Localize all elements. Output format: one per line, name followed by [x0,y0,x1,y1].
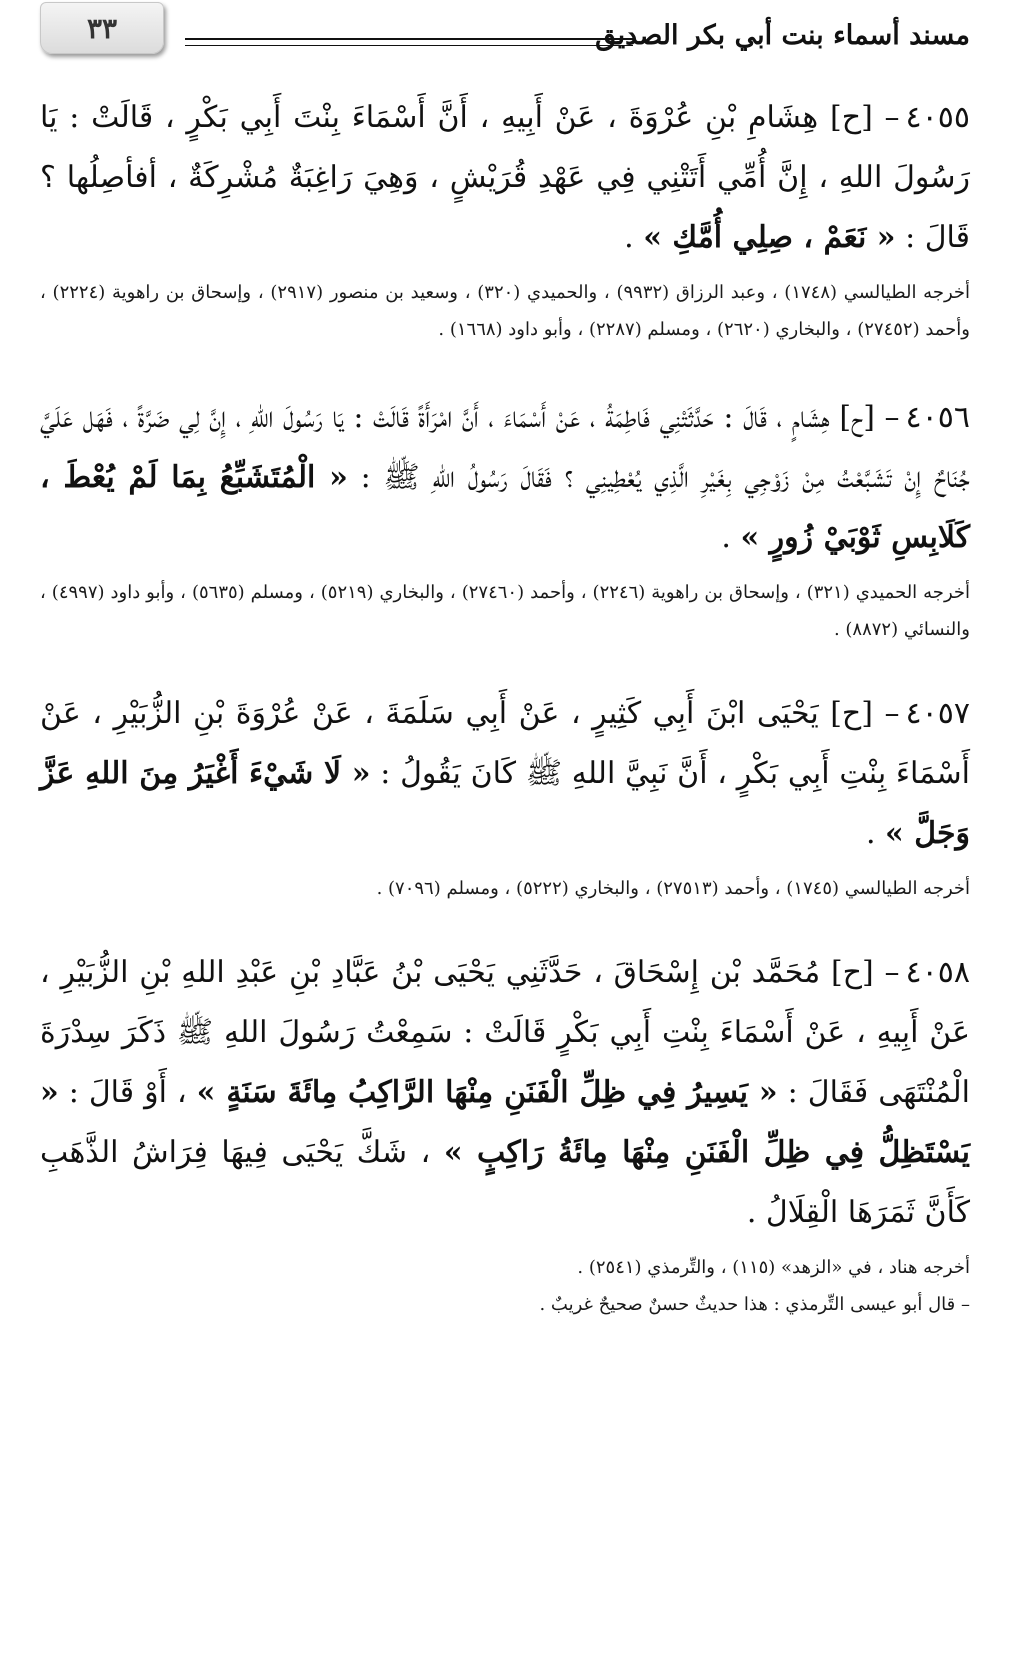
hadith-number: ٤٠٥٦ [905,400,970,435]
hadith-middle: ، أَوْ قَالَ : [58,1075,197,1110]
prophetic-quote: « نَعَمْ ، صِلِي أُمَّكِ » [643,220,896,255]
running-title: مسند أسماء بنت أبي بكر الصديق [595,20,970,51]
takhrij-footnote: أخرجه الحميدي (٣٢١) ، وإسحاق بن راهوية (٢٢٤٦) ، وأحمد (٢٧٤٦٠) ، والبخاري (٥٢١٩) ، ومسلم (٥٦٣٥) ، وأبو داود (٤٩٩٧) ، والنسائي (٨٨٧٢) . [40,582,970,640]
book-page [40,0,970,1657]
hadith-intro: – [ح] هِشَامِ بْنِ عُرْوَةَ ، عَنْ أَبِيهِ ، أَنَّ أَسْمَاءَ بِنْتَ أَبِي بَكْرٍ ، قَالَتْ : يَا رَسُولَ اللهِ ، إِنَّ أُمِّي أَتَتْنِي فِي عَهْدِ قُرَيْشٍ ، وَهِيَ رَاغِبَةٌ مُشْرِكَةٌ ، أفأصِلُها ؟ قَالَ : [40,100,970,255]
hadith-ending: ، شَكَّ يَحْيَى فِيهَا فِرَاشُ الذَّهَبِ كَأَنَّ ثَمَرَهَا الْقِلَالُ . [40,1135,970,1230]
takhrij-footnote: أخرجه الطيالسي (١٧٤٥) ، وأحمد (٢٧٥١٣) ، والبخاري (٥٢٢٢) ، ومسلم (٧٠٩٦) . [376,878,970,899]
hadith-number: ٤٠٥٥ [905,100,970,135]
hadith-intro: – [ح] هِشَامٍ ، قَالَ : حَدَّثَتْنِي فَاطِمَةُ ، عَنْ أَسْمَاءَ ، أَنَّ امْرَأَةً قَالَتْ : يَا رَسُولَ اللهِ ، إِنَّ لِي ضَرَّةً ، فَهَل عَلَيَّ جُنَاحٌ إِنْ تَشَبَّعْتُ مِنْ زَوْجِي بِغَيْرِ الَّذِي يُعْطِينِي ؟ فَقَالَ رَسُولُ اللهِ ﷺ : [40,400,970,495]
prophetic-quote: « الْمُتَشَبِّعُ بِمَا لَمْ يُعْطَ ، كَلَابِسِ ثَوْبَيْ زُورٍ » [40,460,970,555]
prophetic-quote-alt: « يَسْتَظِلُّ فِي ظِلِّ الْفَنَنِ مِنْهَا مِائَةُ رَاكِبٍ » [40,1075,970,1170]
header-rule [185,38,633,46]
page-number: ٣٣ [86,11,118,45]
takhrij-footnote: أخرجه هناد ، في «الزهد» (١١٥) ، والتِّرمذي (٢٥٤١) . [577,1257,970,1278]
hadith-text [40,88,970,268]
hadith-text [40,684,970,864]
takhrij-footnote: أخرجه الطيالسي (١٧٤٨) ، وعبد الرزاق (٩٩٣٢) ، والحميدي (٣٢٠) ، وسعيد بن منصور (٢٩١٧) ، وإسحاق بن راهوية (٢٢٢٤) ، وأحمد (٢٧٤٥٢) ، والبخاري (٢٦٢٠) ، ومسلم (٢٢٨٧) ، وأبو داود (١٦٦٨) . [40,282,971,340]
hadith-block [40,88,970,348]
hadith-intro: – [ح] مُحَمَّد بْن إِسْحَاقَ ، حَدَّثَنِي يَحْيَى بْنُ عَبَّادِ بْنِ عَبْدِ اللهِ بْنِ الزُّبَيْرِ ، عَنْ أَبِيهِ ، عَنْ أَسْمَاءَ بِنْتِ أَبِي بَكْرٍ قَالَتْ : سَمِعْتُ رَسُولَ اللهِ ﷺ ذَكَرَ سِدْرَةَ الْمُنْتَهَى فَقَالَ : [40,955,970,1110]
prophetic-quote: « لَا شَيْءَ أَغْيَرُ مِنَ اللهِ عَزَّ وَجَلَّ » [40,756,970,851]
hadith-block [40,388,970,648]
page-number-tab [40,2,164,54]
hadith-text [40,943,970,1243]
hadith-intro: – [ح] يَحْيَى ابْنَ أَبِي كَثِيرٍ ، عَنْ أَبِي سَلَمَةَ ، عَنْ عُرْوَةَ بْنِ الزُّبَيْرِ ، عَنْ أَسْمَاءَ بِنْتِ أَبِي بَكْرٍ ، أَنَّ نَبِيَّ اللهِ ﷺ كَانَ يَقُولُ : [40,696,970,791]
page-content [40,88,970,1323]
page-header [40,0,970,66]
hadith-block [40,943,970,1323]
prophetic-quote: « يَسِيرُ فِي ظِلِّ الْفَنَنِ مِنْهَا الرَّاكِبُ مِائَةَ سَنَةٍ » [196,1075,778,1110]
hadith-number: ٤٠٥٧ [905,696,970,731]
hadith-block [40,684,970,907]
hadith-ending: . [624,220,644,255]
hadith-ending: . [721,520,741,555]
tirmidhi-grading-note: – قال أبو عيسى التِّرمذي : هذا حديثٌ حسنٌ صحيحٌ غريبٌ . [539,1294,970,1315]
hadith-ending: . [865,816,886,851]
hadith-number: ٤٠٥٨ [905,955,970,990]
hadith-text [40,388,970,568]
